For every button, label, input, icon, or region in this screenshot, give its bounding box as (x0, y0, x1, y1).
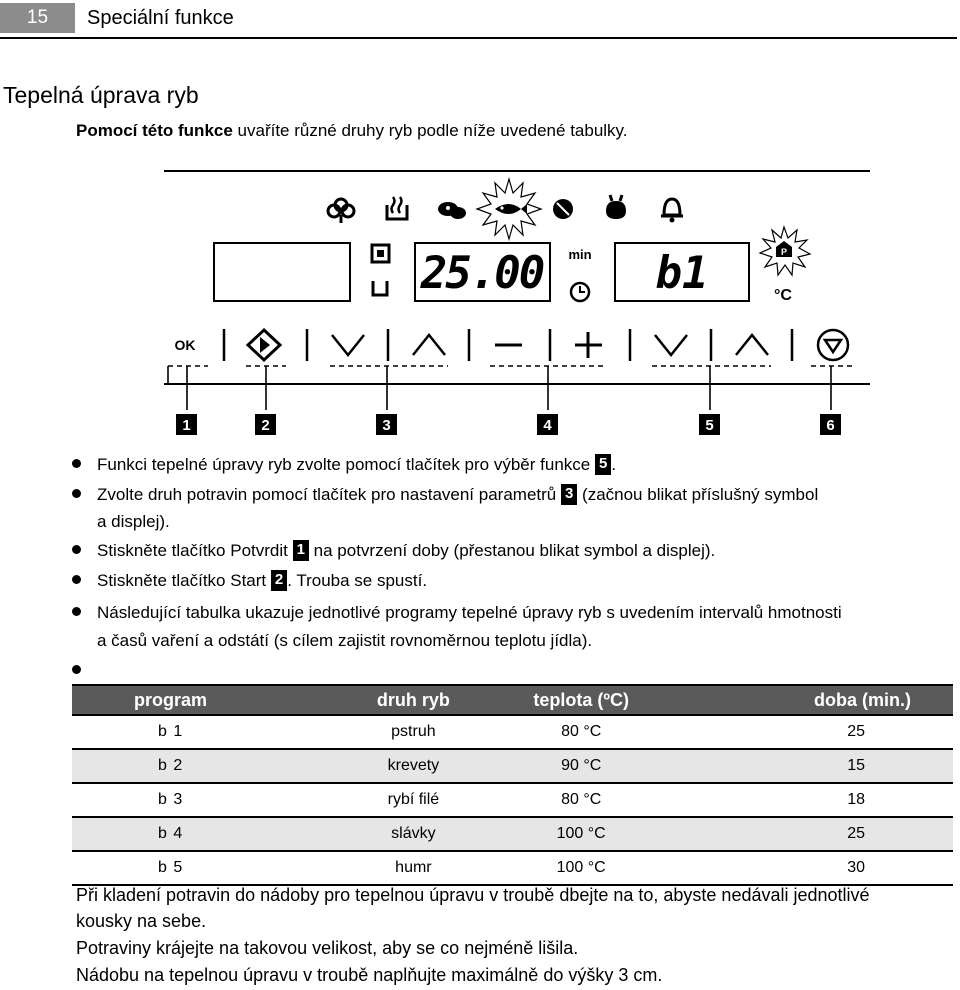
intro-bold: Pomocí této funkce (76, 121, 233, 140)
table-row (72, 783, 953, 817)
table-cell: humr (341, 851, 486, 885)
ok-button-label: OK (174, 337, 196, 353)
table-row (72, 817, 953, 851)
bullet-text: . Trouba se spustí. (287, 571, 428, 590)
table-cell: 90 °C (486, 749, 676, 783)
table-cell: b 4 (72, 817, 341, 851)
table-cell: slávky (341, 817, 486, 851)
svg-text:P: P (780, 247, 788, 257)
intro-text: uvaříte různé druhy ryb podle níže uvedené tabulky. (232, 121, 628, 140)
down-arrow-icon (332, 335, 364, 355)
svg-text:5: 5 (705, 417, 714, 434)
table-header-row (72, 685, 953, 715)
table-cell: b 1 (72, 715, 341, 749)
note-line-3: Potraviny krájejte na takovou velikost, aby se co nejméně lišila. (76, 938, 579, 958)
table-cell: 25 (676, 715, 953, 749)
table-cell: rybí filé (341, 783, 486, 817)
bullet-dot (72, 489, 81, 498)
bullet-dot (72, 607, 81, 616)
bullet-dot (72, 459, 81, 468)
table-cell: 80 °C (486, 715, 676, 749)
callout-ref: 2 (271, 570, 287, 591)
bullet-dot (72, 575, 81, 584)
poultry-icon (606, 195, 626, 219)
intro-paragraph (76, 118, 628, 144)
callout-6 (820, 414, 841, 435)
bell-icon (661, 199, 683, 223)
bullet-text: Funkci tepelné úpravy ryb zvolte pomocí tlačítek pro výběr funkce (97, 455, 595, 474)
callout-ref: 5 (595, 454, 611, 475)
table-cell: b 5 (72, 851, 341, 885)
callout-1 (176, 414, 197, 435)
table-row (72, 715, 953, 749)
clock-display-value: 25.00 (420, 248, 544, 299)
section-title: Speciální funkce (87, 7, 234, 29)
control-panel-diagram (160, 165, 875, 445)
page-title: Tepelná úprava ryb (3, 82, 199, 108)
callout-4 (537, 414, 558, 435)
min-label: min (568, 247, 592, 262)
callout-5 (699, 414, 720, 435)
degree-label: °C (774, 287, 792, 304)
stop-button-icon (818, 330, 848, 360)
note-line-2: kousky na sebe. (76, 911, 207, 931)
defrost-icon (328, 199, 354, 223)
down-arrow-icon-2 (655, 335, 687, 355)
bullet-text: Zvolte druh potravin pomocí tlačítek pro nastavení parametrů (97, 485, 561, 504)
up-arrow-icon (413, 335, 445, 355)
bullet-text: na potvrzení doby (přestanou blikat symbol a displej). (308, 541, 716, 560)
table-cell: 80 °C (486, 783, 676, 817)
bullet-dot (72, 665, 81, 674)
steam-icon (387, 197, 407, 219)
svg-text:3: 3 (382, 417, 391, 434)
table-cell: 100 °C (486, 851, 676, 885)
svg-text:1: 1 (182, 417, 191, 434)
bullet-text-continued: a displej). (97, 512, 170, 531)
page-number: 15 (0, 3, 75, 33)
fish-programs-table (72, 684, 953, 886)
table-cell: krevety (341, 749, 486, 783)
up-arrow-icon-2 (736, 335, 768, 355)
bullet-text: . (611, 455, 617, 474)
clock-icon (571, 283, 589, 301)
table-cell: 30 (676, 851, 953, 885)
note-line-1: Při kladení potravin do nádoby pro tepelnou úpravu v troubě dbejte na to, abyste nedávali jednotlivé (76, 885, 870, 905)
svg-text:6: 6 (826, 417, 835, 434)
svg-text:2: 2 (261, 417, 270, 434)
table-cell: 15 (676, 749, 953, 783)
bullet-text: (začnou blikat příslušný symbol (577, 485, 819, 504)
callout-ref: 1 (293, 540, 309, 561)
fish-icon (477, 179, 541, 239)
bullet-dot (72, 545, 81, 554)
bullet-text-continued: a časů vaření a odstátí (s cílem zajistit rovnoměrnou teplotu jídla). (97, 631, 593, 650)
note-line-4: Nádobu na tepelnou úpravu v troubě naplňujte maximálně do výšky 3 cm. (76, 965, 663, 985)
program-display-value: b1 (655, 248, 709, 299)
bullet-text: Stiskněte tlačítko Potvrdit (97, 541, 293, 560)
plus-icon (575, 332, 602, 358)
callout-2 (255, 414, 276, 435)
left-display (214, 243, 350, 301)
column-header: program (72, 685, 341, 715)
vegetable-icon (438, 202, 466, 219)
cooking-symbol-icon (372, 245, 389, 262)
start-button-icon (248, 330, 280, 360)
table-cell: b 2 (72, 749, 341, 783)
table-row (72, 851, 953, 885)
table-cell: 100 °C (486, 817, 676, 851)
callout-3 (376, 414, 397, 435)
table-cell: 25 (676, 817, 953, 851)
table-cell: 18 (676, 783, 953, 817)
table-row (72, 749, 953, 783)
header-divider (0, 37, 957, 39)
meat-icon (553, 199, 573, 219)
svg-text:4: 4 (543, 417, 552, 434)
bullet-text: Následující tabulka ukazuje jednotlivé programy tepelné úpravy ryb s uvedením intervalů hmotnosti (97, 603, 842, 622)
callout-ref: 3 (561, 484, 577, 505)
bullet-text: Stiskněte tlačítko Start (97, 571, 271, 590)
column-header: teplota (ºC) (486, 685, 676, 715)
column-header: druh ryb (341, 685, 486, 715)
table-cell: b 3 (72, 783, 341, 817)
container-icon (373, 281, 387, 295)
program-burst-icon (760, 227, 810, 275)
table-cell: pstruh (341, 715, 486, 749)
column-header: doba (min.) (676, 685, 953, 715)
